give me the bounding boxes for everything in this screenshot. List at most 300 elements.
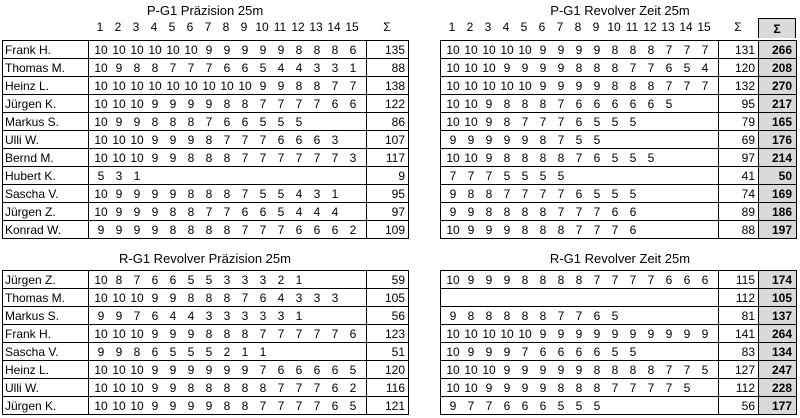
shot-score: 10: [482, 326, 496, 341]
row-total: 174: [759, 271, 797, 289]
shot-score: 7: [665, 362, 673, 377]
row-sum: 97: [367, 203, 409, 221]
shot-score: 5: [277, 114, 285, 129]
shot-score: 5: [611, 308, 619, 323]
shot-number-header: 11: [625, 20, 639, 34]
shot-score: 5: [593, 114, 601, 129]
shot-score: 10: [94, 186, 108, 201]
shot-score: 8: [557, 272, 565, 287]
shot-score: 7: [539, 114, 547, 129]
shot-scores: [441, 221, 719, 239]
shot-score: 8: [647, 78, 655, 93]
shot-score: 9: [611, 326, 619, 341]
shot-score: 6: [313, 222, 321, 237]
shot-score: 10: [464, 96, 478, 111]
panel-title: P-G1 Präzision 25m: [146, 3, 264, 18]
row-sum: 56: [367, 307, 409, 325]
shot-score: 8: [485, 204, 493, 219]
shot-score: 7: [557, 114, 565, 129]
shot-score: 6: [575, 344, 583, 359]
shooter-name: Bernd M.: [3, 149, 89, 167]
shooter-name: Jürgen Z.: [3, 271, 89, 289]
shot-score: 7: [557, 96, 565, 111]
shot-score: 6: [575, 114, 583, 129]
row-total: 270: [759, 77, 797, 95]
shooter-name: Thomas M.: [3, 59, 89, 77]
shot-score: 10: [464, 362, 478, 377]
shot-score: 5: [205, 344, 213, 359]
shot-score: 6: [223, 114, 231, 129]
shot-score: 8: [133, 344, 141, 359]
shot-score: 6: [331, 222, 339, 237]
shot-score: 10: [94, 96, 108, 111]
table-row: [3, 343, 409, 361]
shot-score: 9: [169, 326, 177, 341]
shot-score: 6: [331, 398, 339, 413]
shot-score: 8: [557, 150, 565, 165]
shot-score: 10: [130, 326, 144, 341]
panel-r-g1-revolver-praezision: [0, 250, 410, 418]
table-row: [3, 271, 409, 289]
shot-score: 10: [518, 326, 532, 341]
shot-score: 9: [115, 222, 123, 237]
shot-score: 8: [187, 380, 195, 395]
score-table: [440, 40, 797, 239]
shot-score: 10: [464, 326, 478, 341]
shooter-name: Thomas M.: [3, 289, 89, 307]
shot-score: 6: [331, 362, 339, 377]
shot-score: 4: [295, 204, 303, 219]
shot-score: 9: [575, 78, 583, 93]
shot-score: 9: [223, 42, 231, 57]
shot-scores: [89, 41, 367, 59]
row-sum: 81: [719, 307, 759, 325]
shot-scores: [89, 325, 367, 343]
shot-score: 5: [611, 114, 619, 129]
shot-score: 5: [259, 186, 267, 201]
shot-score: 6: [241, 114, 249, 129]
shot-score: 9: [205, 96, 213, 111]
shot-score: 10: [112, 398, 126, 413]
shot-score: 9: [205, 398, 213, 413]
shot-score: 8: [223, 290, 231, 305]
shot-score: 8: [331, 42, 339, 57]
shot-score: 7: [647, 60, 655, 75]
shot-score: 7: [259, 150, 267, 165]
shot-score: 3: [241, 272, 249, 287]
shot-score: 7: [683, 42, 691, 57]
shot-scores: [441, 397, 719, 415]
shot-score: 8: [521, 150, 529, 165]
table-row: [3, 379, 409, 397]
shot-score: 9: [665, 326, 673, 341]
shot-score: 8: [169, 114, 177, 129]
shot-scores: [441, 307, 719, 325]
shot-score: 10: [184, 78, 198, 93]
shot-score: 8: [223, 398, 231, 413]
shooter-name: Sascha V.: [3, 343, 89, 361]
shot-score: 10: [94, 132, 108, 147]
shot-score: 6: [557, 344, 565, 359]
row-sum: 95: [719, 95, 759, 113]
shot-score: 1: [295, 308, 303, 323]
shot-scores: [89, 361, 367, 379]
shot-score: 6: [331, 96, 339, 111]
shot-score: 9: [539, 380, 547, 395]
shooter-name: Heinz L.: [3, 77, 89, 95]
shot-score: 7: [133, 272, 141, 287]
shot-scores: [89, 221, 367, 239]
shot-score: 10: [446, 114, 460, 129]
shot-score: 8: [295, 78, 303, 93]
shot-score: 9: [575, 326, 583, 341]
row-sum: 88: [367, 59, 409, 77]
shot-score: 6: [539, 398, 547, 413]
shot-score: 5: [97, 168, 105, 183]
table-row: [3, 221, 409, 239]
shot-score: 2: [277, 272, 285, 287]
shot-score: 9: [503, 344, 511, 359]
shot-score: 3: [241, 308, 249, 323]
shot-score: 9: [485, 114, 493, 129]
shot-score: 9: [133, 114, 141, 129]
shot-score: 7: [557, 308, 565, 323]
table-row: [3, 113, 409, 131]
shot-score: 10: [94, 204, 108, 219]
shot-score: 10: [112, 326, 126, 341]
row-sum: 138: [367, 77, 409, 95]
shot-score: 8: [223, 150, 231, 165]
sum-header: Σ: [734, 20, 742, 34]
row-sum: 83: [719, 343, 759, 361]
shot-score: 7: [277, 96, 285, 111]
shot-score: 9: [151, 132, 159, 147]
shot-score: 7: [575, 150, 583, 165]
shot-score: 5: [593, 398, 601, 413]
shot-score: 8: [187, 222, 195, 237]
shot-score: 8: [151, 114, 159, 129]
shot-score: 9: [259, 42, 267, 57]
shot-score: 8: [223, 380, 231, 395]
shot-score: 10: [130, 290, 144, 305]
shot-score: 10: [94, 290, 108, 305]
row-sum: 120: [719, 59, 759, 77]
shot-scores: [441, 113, 719, 131]
shot-score: 5: [169, 344, 177, 359]
shot-score: 8: [539, 204, 547, 219]
shot-score: 7: [295, 380, 303, 395]
shot-score: 9: [223, 362, 231, 377]
shot-score: 6: [331, 380, 339, 395]
shot-score: 10: [446, 272, 460, 287]
row-sum: 115: [719, 271, 759, 289]
shot-score: 9: [485, 380, 493, 395]
shot-score: 7: [557, 204, 565, 219]
shot-score: 8: [593, 362, 601, 377]
shot-score: 6: [701, 272, 709, 287]
shot-score: 9: [467, 222, 475, 237]
shot-score: 4: [313, 204, 321, 219]
shot-score: 6: [665, 60, 673, 75]
shot-score: 7: [683, 362, 691, 377]
shot-score: 8: [313, 42, 321, 57]
shot-score: 8: [485, 308, 493, 323]
shot-score: 10: [464, 114, 478, 129]
shot-scores: [89, 203, 367, 221]
shot-score: 7: [647, 272, 655, 287]
shot-score: 9: [521, 60, 529, 75]
shot-score: 10: [202, 78, 216, 93]
shot-score: 7: [313, 380, 321, 395]
shooter-name: Ulli W.: [3, 131, 89, 149]
shot-score: 8: [115, 272, 123, 287]
shot-score: 7: [575, 204, 583, 219]
shot-score: 10: [130, 150, 144, 165]
shot-number-header: 1: [448, 20, 456, 34]
shot-score: 9: [115, 344, 123, 359]
shot-score: 8: [521, 308, 529, 323]
shot-score: 9: [485, 222, 493, 237]
row-sum: 105: [367, 289, 409, 307]
shot-score: 10: [130, 398, 144, 413]
shot-score: 7: [611, 380, 619, 395]
shot-score: 3: [259, 272, 267, 287]
shot-score: 7: [331, 150, 339, 165]
shot-score: 8: [611, 362, 619, 377]
shot-score: 7: [295, 150, 303, 165]
shot-score: 7: [629, 380, 637, 395]
table-row: [3, 185, 409, 203]
shot-score: 8: [647, 42, 655, 57]
shot-score: 9: [503, 222, 511, 237]
shot-score: 4: [331, 204, 339, 219]
row-sum: 117: [367, 149, 409, 167]
shot-score: 8: [539, 308, 547, 323]
shot-score: 9: [683, 326, 691, 341]
shot-scores: [441, 343, 719, 361]
shot-score: 6: [259, 204, 267, 219]
shot-score: 5: [575, 398, 583, 413]
row-total: 50: [759, 167, 797, 185]
shot-score: 8: [629, 78, 637, 93]
shot-score: 7: [205, 204, 213, 219]
shot-score: 8: [521, 204, 529, 219]
shot-score: 7: [575, 222, 583, 237]
shot-score: 9: [485, 344, 493, 359]
shot-scores: [441, 289, 719, 307]
shot-score: 6: [647, 96, 655, 111]
shot-score: 10: [112, 362, 126, 377]
shot-score: 7: [593, 204, 601, 219]
shot-score: 7: [259, 96, 267, 111]
shot-score: 8: [521, 222, 529, 237]
shooter-name: Jürgen Z.: [3, 203, 89, 221]
table-row: [3, 41, 409, 59]
shot-score: 8: [575, 60, 583, 75]
shot-score: 7: [665, 42, 673, 57]
shot-scores: [89, 167, 367, 185]
row-sum: 88: [719, 221, 759, 239]
shot-score: 6: [313, 132, 321, 147]
table-row: [441, 289, 797, 307]
shot-score: 8: [205, 132, 213, 147]
shot-score: 9: [575, 362, 583, 377]
shot-score: 6: [593, 308, 601, 323]
shot-score: 9: [467, 204, 475, 219]
shot-score: 7: [313, 150, 321, 165]
shot-scores: [89, 307, 367, 325]
shot-number-header: 5: [168, 20, 176, 34]
shot-score: 9: [115, 60, 123, 75]
shot-score: 5: [187, 344, 195, 359]
shot-score: 8: [647, 362, 655, 377]
shot-score: 3: [349, 150, 357, 165]
shot-score: 7: [485, 168, 493, 183]
shot-score: 9: [151, 398, 159, 413]
row-sum: 56: [719, 397, 759, 415]
table-row: [441, 113, 797, 131]
shot-score: 9: [97, 308, 105, 323]
shot-score: 5: [647, 150, 655, 165]
shot-score: 8: [593, 380, 601, 395]
shot-score: 9: [593, 326, 601, 341]
shot-score: 3: [115, 168, 123, 183]
shot-score: 9: [187, 132, 195, 147]
score-table: [440, 270, 797, 415]
shot-score: 8: [611, 42, 619, 57]
row-total: 208: [759, 59, 797, 77]
shot-score: 9: [241, 42, 249, 57]
shot-score: 9: [449, 398, 457, 413]
shot-score: 5: [593, 186, 601, 201]
shot-score: 6: [349, 42, 357, 57]
shot-score: 9: [539, 60, 547, 75]
shot-score: 5: [629, 186, 637, 201]
shot-scores: [89, 343, 367, 361]
shot-score: 6: [259, 290, 267, 305]
shot-score: 5: [575, 132, 583, 147]
shot-score: 9: [97, 344, 105, 359]
shot-score: 9: [187, 398, 195, 413]
row-total: 228: [759, 379, 797, 397]
shot-score: 8: [241, 398, 249, 413]
shot-score: 7: [611, 272, 619, 287]
shot-number-header: 13: [661, 20, 675, 34]
shooter-name: Sascha V.: [3, 185, 89, 203]
shot-score: 5: [683, 60, 691, 75]
shot-scores: [441, 185, 719, 203]
shot-number-header: 9: [592, 20, 600, 34]
table-row: [441, 77, 797, 95]
shooter-name: Ulli W.: [3, 379, 89, 397]
shot-score: 7: [241, 290, 249, 305]
shot-score: 7: [277, 326, 285, 341]
shot-score: 4: [295, 60, 303, 75]
shot-score: 9: [449, 308, 457, 323]
row-sum: 127: [719, 361, 759, 379]
shot-score: 5: [665, 96, 673, 111]
shot-score: 1: [241, 344, 249, 359]
shot-score: 6: [223, 60, 231, 75]
shot-score: 7: [277, 222, 285, 237]
shot-score: 10: [446, 326, 460, 341]
shot-score: 6: [169, 272, 177, 287]
panel-r-g1-revolver-zeit: [440, 250, 800, 418]
table-row: [3, 307, 409, 325]
shot-score: 9: [187, 362, 195, 377]
shot-score: 1: [295, 272, 303, 287]
shot-score: 10: [464, 60, 478, 75]
shot-number-header: 2: [114, 20, 122, 34]
shot-scores: [89, 77, 367, 95]
shot-score: 9: [205, 362, 213, 377]
shot-score: 5: [187, 272, 195, 287]
row-total: 264: [759, 325, 797, 343]
shot-score: 5: [277, 186, 285, 201]
shot-score: 6: [665, 272, 673, 287]
shot-score: 6: [521, 398, 529, 413]
shot-score: 8: [187, 150, 195, 165]
shot-scores: [441, 77, 719, 95]
shot-score: 10: [166, 42, 180, 57]
shot-score: 10: [112, 132, 126, 147]
row-total: 177: [759, 397, 797, 415]
column-header-row: [0, 20, 410, 34]
shot-score: 7: [557, 186, 565, 201]
shot-score: 9: [115, 114, 123, 129]
table-row: [441, 379, 797, 397]
shot-score: 10: [446, 96, 460, 111]
shot-score: 9: [151, 96, 159, 111]
table-row: [3, 203, 409, 221]
shot-score: 9: [115, 204, 123, 219]
shot-number-header: 4: [150, 20, 158, 34]
shot-score: 7: [313, 326, 321, 341]
shot-score: 8: [575, 272, 583, 287]
row-sum: 112: [719, 289, 759, 307]
row-total: 214: [759, 149, 797, 167]
shot-score: 10: [112, 150, 126, 165]
shot-score: 8: [521, 272, 529, 287]
shot-score: 10: [94, 114, 108, 129]
shot-score: 8: [223, 186, 231, 201]
shot-score: 8: [241, 96, 249, 111]
shot-score: 9: [151, 326, 159, 341]
shot-score: 10: [446, 344, 460, 359]
shot-score: 10: [130, 380, 144, 395]
row-total: 105: [759, 289, 797, 307]
row-sum: 97: [719, 149, 759, 167]
shot-score: 9: [521, 362, 529, 377]
shot-score: 5: [683, 380, 691, 395]
shot-score: 9: [557, 362, 565, 377]
sum-header: Σ: [383, 20, 391, 34]
shot-number-header: 6: [538, 20, 546, 34]
table-row: [441, 307, 797, 325]
shot-score: 10: [166, 78, 180, 93]
shot-score: 7: [187, 60, 195, 75]
shot-score: 9: [169, 380, 177, 395]
shot-number-header: 8: [222, 20, 230, 34]
shot-score: 6: [539, 344, 547, 359]
shot-score: 9: [259, 78, 267, 93]
row-total: 197: [759, 221, 797, 239]
shot-score: 8: [205, 186, 213, 201]
table-row: [3, 77, 409, 95]
shot-score: 8: [539, 96, 547, 111]
shooter-name: Heinz L.: [3, 361, 89, 379]
shot-score: 7: [611, 222, 619, 237]
